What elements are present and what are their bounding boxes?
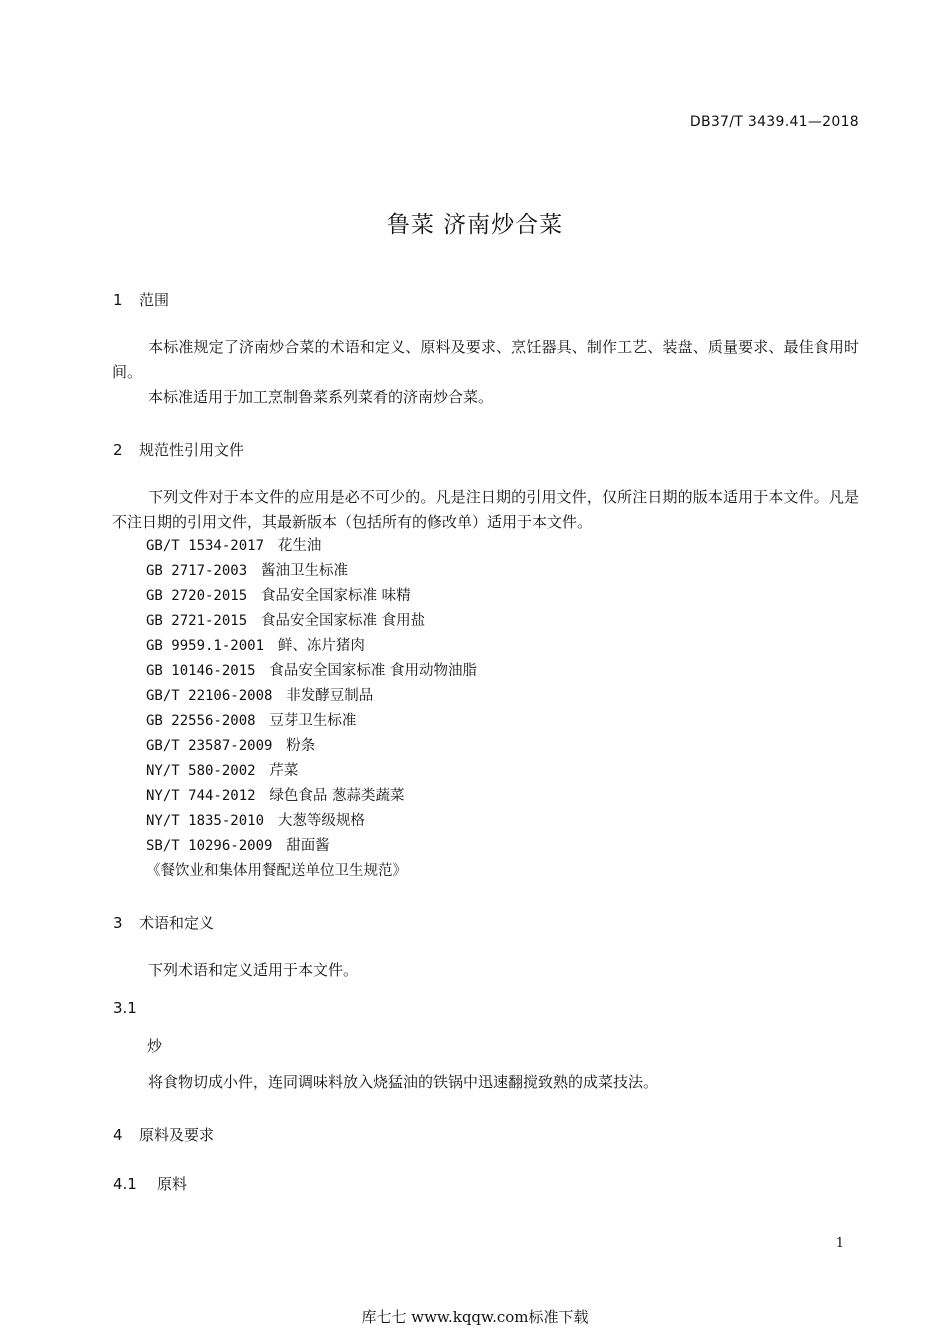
paragraph-text: 下列文件对于本文件的应用是必不可少的。凡是注日期的引用文件，仅所注日期的版本适用于本文件。凡是不注日期的引用文件，其最新版本（包括所有的修改单）适用于本文件。 — [112, 488, 859, 531]
section-title: 术语和定义 — [139, 914, 215, 932]
paragraph-text: 本标准规定了济南炒合菜的术语和定义、原料及要求、烹饪器具、制作工艺、装盘、质量要求、最佳食用时间。 — [112, 338, 859, 381]
section-1-heading — [113, 289, 169, 310]
section-title: 原料及要求 — [139, 1126, 215, 1144]
section-2-paragraph-1 — [112, 485, 859, 535]
reference-item: GB 2720-2015 食品安全国家标准 味精 — [146, 588, 411, 604]
page-number: 1 — [835, 1236, 844, 1251]
section-4-heading — [113, 1124, 214, 1145]
reference-item: GB 9959.1-2001 鲜、冻片猪肉 — [146, 638, 365, 654]
term-name: 炒 — [147, 1037, 163, 1055]
section-number: 2 — [113, 441, 123, 459]
paragraph-text: 本标准适用于加工烹制鲁菜系列菜肴的济南炒合菜。 — [148, 388, 494, 406]
document-code: DB37/T 3439.41—2018 — [689, 114, 859, 130]
section-1-paragraph-1 — [112, 335, 859, 385]
reference-item: NY/T 580-2002 芹菜 — [146, 763, 299, 779]
section-title: 原料 — [157, 1175, 188, 1193]
section-3-heading — [113, 912, 214, 933]
reference-item: NY/T 1835-2010 大葱等级规格 — [146, 813, 365, 829]
reference-list — [146, 534, 477, 884]
reference-item: GB 22556-2008 豆芽卫生标准 — [146, 713, 357, 729]
subsection-4-1-heading — [113, 1173, 187, 1194]
section-2-heading — [113, 439, 244, 460]
reference-item: GB 2721-2015 食品安全国家标准 食用盐 — [146, 613, 426, 629]
reference-item: NY/T 744-2012 绿色食品 葱蒜类蔬菜 — [146, 788, 405, 804]
paragraph-text: 下列术语和定义适用于本文件。 — [148, 961, 359, 979]
reference-item: GB 10146-2015 食品安全国家标准 食用动物油脂 — [146, 663, 478, 679]
section-title: 范围 — [139, 291, 170, 309]
section-number: 4.1 — [113, 1175, 137, 1193]
paragraph-text: 将食物切成小件，连同调味料放入烧猛油的铁锅中迅速翻搅致熟的成菜技法。 — [148, 1073, 659, 1091]
section-number: 3 — [113, 914, 123, 932]
section-number: 1 — [113, 291, 123, 309]
section-1-paragraph-2 — [112, 385, 859, 410]
section-3-paragraph-1 — [112, 958, 859, 983]
reference-item: SB/T 10296-2009 甜面酱 — [146, 838, 330, 854]
reference-item: GB/T 1534-2017 花生油 — [146, 538, 322, 554]
section-number: 4 — [113, 1126, 123, 1144]
document-title: 鲁菜 济南炒合菜 — [386, 212, 564, 238]
reference-item: GB/T 22106-2008 非发酵豆制品 — [146, 688, 374, 704]
reference-item: GB/T 23587-2009 粉条 — [146, 738, 316, 754]
reference-item: 《餐饮业和集体用餐配送单位卫生规范》 — [146, 863, 407, 879]
subsection-3-1-number: 3.1 — [113, 999, 137, 1017]
section-title: 规范性引用文件 — [139, 441, 245, 459]
footer-watermark: 库七七 www.kqqw.com标准下载 — [361, 1308, 589, 1326]
reference-item: GB 2717-2003 酱油卫生标准 — [146, 563, 348, 579]
term-definition — [112, 1070, 859, 1095]
